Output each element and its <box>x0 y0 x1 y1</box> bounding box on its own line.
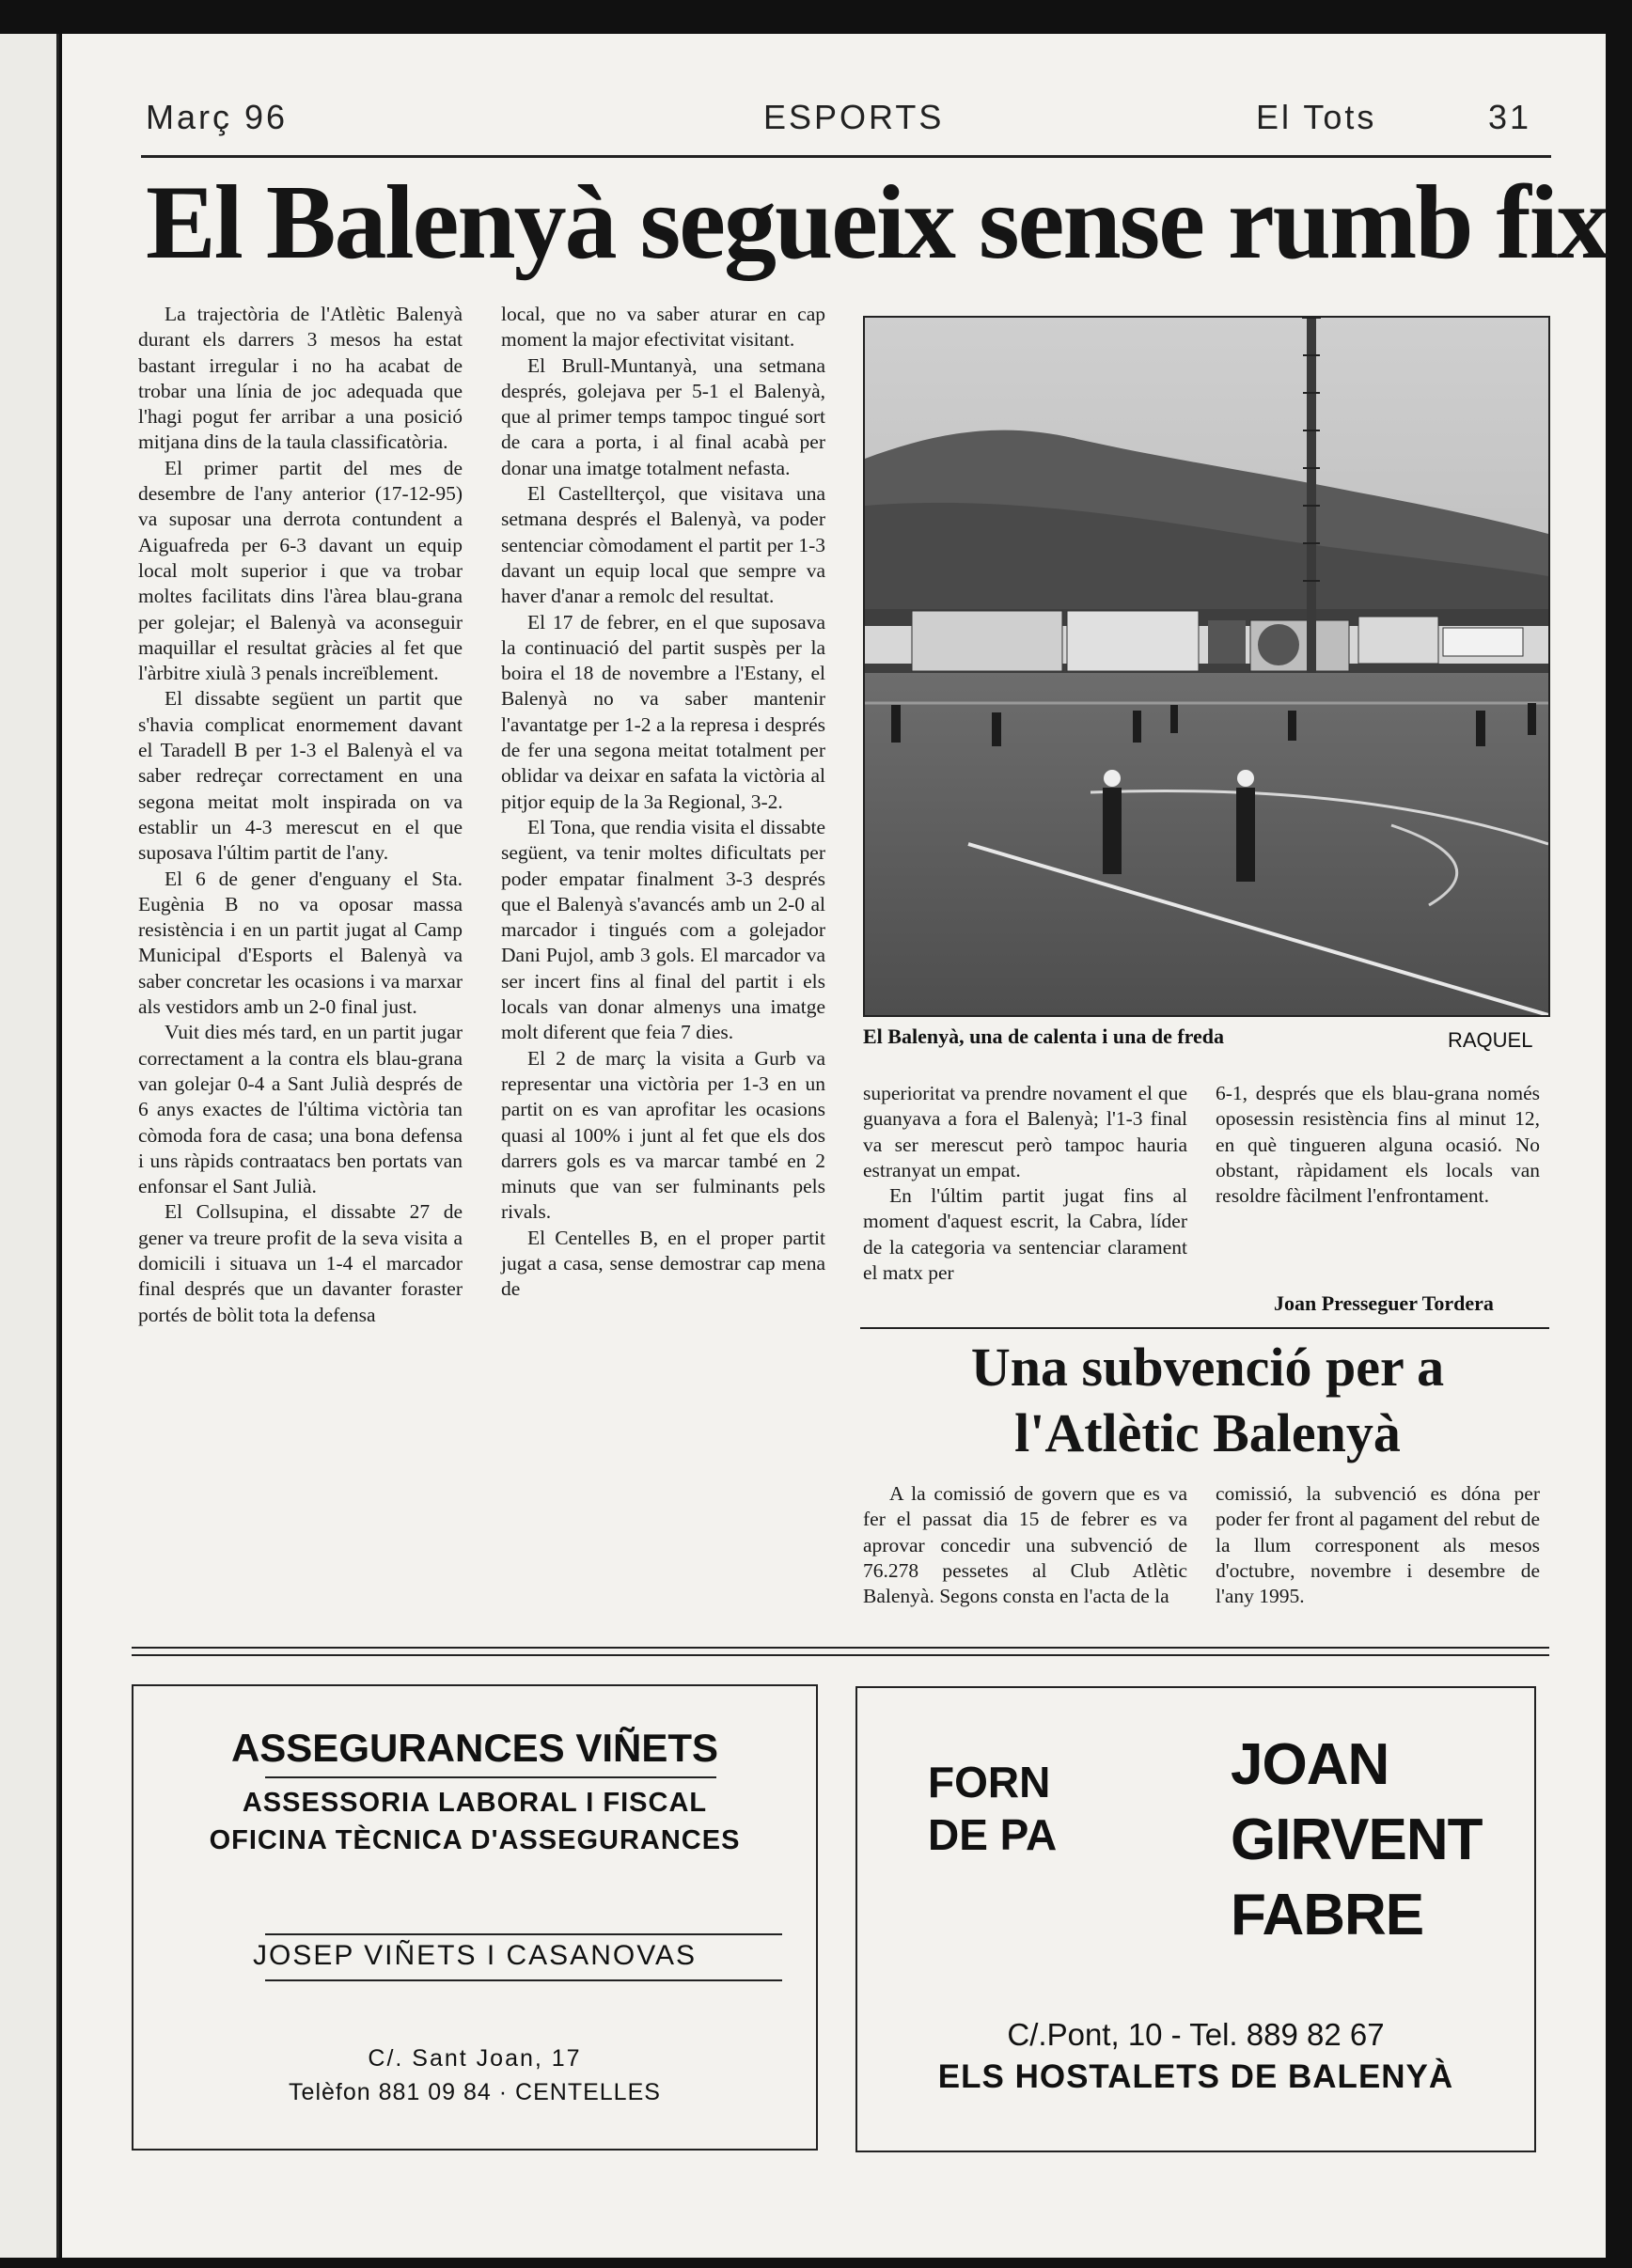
paragraph: superioritat va prendre novament el que guanyava a fora el Balenyà; l'1-3 final va ser merescut però tampoc hauria estranyat un empat. <box>863 1082 1187 1181</box>
page-number: 31 <box>1488 98 1532 136</box>
issue-date: Març 96 <box>146 98 289 136</box>
paragraph: El primer partit del mes de desembre de l'any anterior (17-12-95) va suposar una derrota contundent a Aiguafreda per 6-3 davant un equip local molt superior i que va trobar moltes facilitats dins l'àrea blau-grana per golejar; el Balenyà va aconseguir maquillar el resultat gràcies al fet que l'àrbitre xiulà 3 penals increïblement. <box>138 456 463 685</box>
subarticle-title <box>863 1335 1552 1466</box>
article-column-3 <box>863 1081 1187 1286</box>
football-match-photo <box>863 316 1550 1017</box>
ad-subtitle-1: ASSESSORIA LABORAL I FISCAL <box>242 1788 708 1818</box>
subarticle-rule <box>860 1327 1549 1329</box>
ad-subtitle-2: OFICINA TÈCNICA D'ASSEGURANCES <box>209 1825 741 1855</box>
ads-rule-top <box>132 1647 1549 1649</box>
header-rule <box>141 155 1551 158</box>
paragraph: El Centelles B, en el proper partit jugat a casa, sense demostrar cap mena de <box>501 1226 825 1301</box>
ad-phone: Telèfon 881 09 84 · CENTELLES <box>289 2079 661 2105</box>
paragraph: El Collsupina, el dissabte 27 de gener va treure profit de la seva visita a domicili i situava un 1-4 el marcador final després que un davanter foraster portés de bòlit tota la defensa <box>138 1200 463 1326</box>
paragraph: El 6 de gener d'enguany el Sta. Eugènia B no va oposar massa resistència i en un partit jugat al Camp Municipal d'Esports el Balenyà va saber concretar les ocasions i va marxar als vestidors amb un 2-0 final just. <box>138 867 463 1019</box>
ad-name-rule <box>265 1979 782 1981</box>
ad-forn-de-pa <box>855 1686 1536 2152</box>
article-author: Joan Presseguer Tordera <box>1274 1291 1494 1315</box>
article-column-2 <box>501 302 825 1303</box>
subarticle-title-line-1: Una subvenció per a <box>970 1337 1445 1398</box>
article-headline: El Balenyà segueix sense rumb fix <box>146 164 1608 281</box>
paragraph: El Castellterçol, que visitava una setmana després el Balenyà, va poder sentenciar còmodament el partit per 1-3 davant un equip local que sempre va haver d'anar a remolc del resultat. <box>501 482 825 608</box>
ad-town: ELS HOSTALETS DE BALENYÀ <box>937 2058 1454 2095</box>
paragraph: 6-1, després que els blau-grana només oposessin resistència fins al minut 12, en què tingueren alguna ocasió. No obstant, ràpidament els locals van resoldre fàcilment l'enfrontament. <box>1216 1082 1540 1208</box>
ad-title: ASSEGURANCES VIÑETS <box>230 1726 719 1770</box>
ad-owner-name <box>1231 1728 1482 1953</box>
paragraph: local, que no va saber aturar en cap moment la major efectivitat visitant. <box>501 303 825 352</box>
ad-title-rule <box>265 1776 716 1778</box>
ad-assegurances-vinets <box>132 1684 818 2151</box>
paragraph: En l'últim partit jugat fins al moment d'aquest escrit, la Cabra, líder de la categoria va sentenciar clarament el matx per <box>863 1184 1187 1285</box>
subarticle-title-line-2: l'Atlètic Balenyà <box>1014 1402 1401 1463</box>
paragraph: La trajectòria de l'Atlètic Balenyà durant els darrers 3 mesos ha estat bastant irregular i no ha acabat de trobar una línia de joc adequada que l'hagi pogut fer arribar a una posició mitjana dins de la taula classificatòria. <box>138 303 463 454</box>
ad-address: C/. Sant Joan, 17 <box>368 2045 582 2072</box>
paragraph: Vuit dies més tard, en un partit jugar correctament a la contra els blau-grana van golejar 0-4 a Sant Julià després de 6 anys exactes de l'última victòria tan còmoda fora de casa; una bona defensa i uns ràpids contraatacs ben portats van enfonsar el Sant Julià. <box>138 1021 463 1198</box>
football-field-illustration <box>865 318 1548 1015</box>
paragraph: El 2 de març la visita a Gurb va representar una victòria per 1-3 en un partit on es van aprofitar les ocasions quasi al 100% i junt al fet que els dos darrers gols es va marcar també en 2 minuts que van ser fulminants pels rivals. <box>501 1046 825 1224</box>
paragraph: El dissabte següent un partit que s'havia complicat enormement davant el Taradell B per 1-3 el Balenyà el va saber redreçar correctament en una segona meitat molt inspirada on va establir un 4-3 merescut en el que suposava l'últim partit de l'any. <box>138 687 463 865</box>
publication-name: El Tots <box>1256 98 1377 136</box>
ad-owner-line-3: FABRE <box>1231 1883 1424 1947</box>
previous-page-edge <box>0 34 59 2258</box>
ad-owner-line-2: GIRVENT <box>1231 1807 1483 1872</box>
article-column-4 <box>1216 1081 1540 1209</box>
paragraph: El 17 de febrer, en el que suposava la continuació del partit suspès per la boira el 18 de novembre a l'Estany, el Balenyà no va saber mantenir l'avantatge per 1-2 a la represa i després de fer una segona meitat totalment per oblidar va deixar en safata la victòria al pitjor equip de la 3a Regional, 3-2. <box>501 610 825 813</box>
subarticle-column-2 <box>1216 1481 1540 1609</box>
paragraph: El Brull-Muntanyà, una setmana després, golejava per 5-1 el Balenyà, que al primer temps tampoc tingué sort de cara a porta, i al final acabà per donar una imatge totalment nefasta. <box>501 353 825 479</box>
ad-bakery-line-2: DE PA <box>928 1810 1058 1859</box>
ad-contact-name: JOSEP VIÑETS I CASANOVAS <box>252 1940 697 1971</box>
section-name: ESPORTS <box>763 98 945 136</box>
ad-bakery-label <box>928 1756 1057 1861</box>
ad-address: C/.Pont, 10 - Tel. 889 82 67 <box>1007 2017 1385 2052</box>
subarticle-column-1 <box>863 1481 1187 1609</box>
ad-name-rule <box>265 1933 782 1935</box>
ad-bakery-line-1: FORN <box>928 1758 1051 1807</box>
photo-credit: RAQUEL <box>1448 1028 1533 1052</box>
paragraph: comissió, la subvenció es dóna per poder fer front al pagament del rebut de la llum corresponent als mesos d'octubre, novembre i desembre de l'any 1995. <box>1216 1482 1540 1608</box>
ads-rule-bottom <box>132 1654 1549 1656</box>
article-column-1 <box>138 302 463 1328</box>
ad-owner-line-1: JOAN <box>1231 1732 1389 1797</box>
paragraph: El Tona, que rendia visita el dissabte següent, va tenir moltes dificultats per poder empatar finalment 3-3 després que el Balenyà s'avancés amb un 2-0 al marcador i tingués com a golejador Dani Pujol, amb 3 gols. El marcador va ser incert fins al final del partit i els locals van donar almenys una imatge molt diferent que feia 7 dies. <box>501 815 825 1044</box>
photo-caption: El Balenyà, una de calenta i una de freda <box>863 1025 1225 1048</box>
paragraph: A la comissió de govern que es va fer el passat dia 15 de febrer es va aprovar concedir una subvenció de 76.278 pessetes al Club Atlètic Balenyà. Segons consta en l'acta de la <box>863 1482 1187 1608</box>
